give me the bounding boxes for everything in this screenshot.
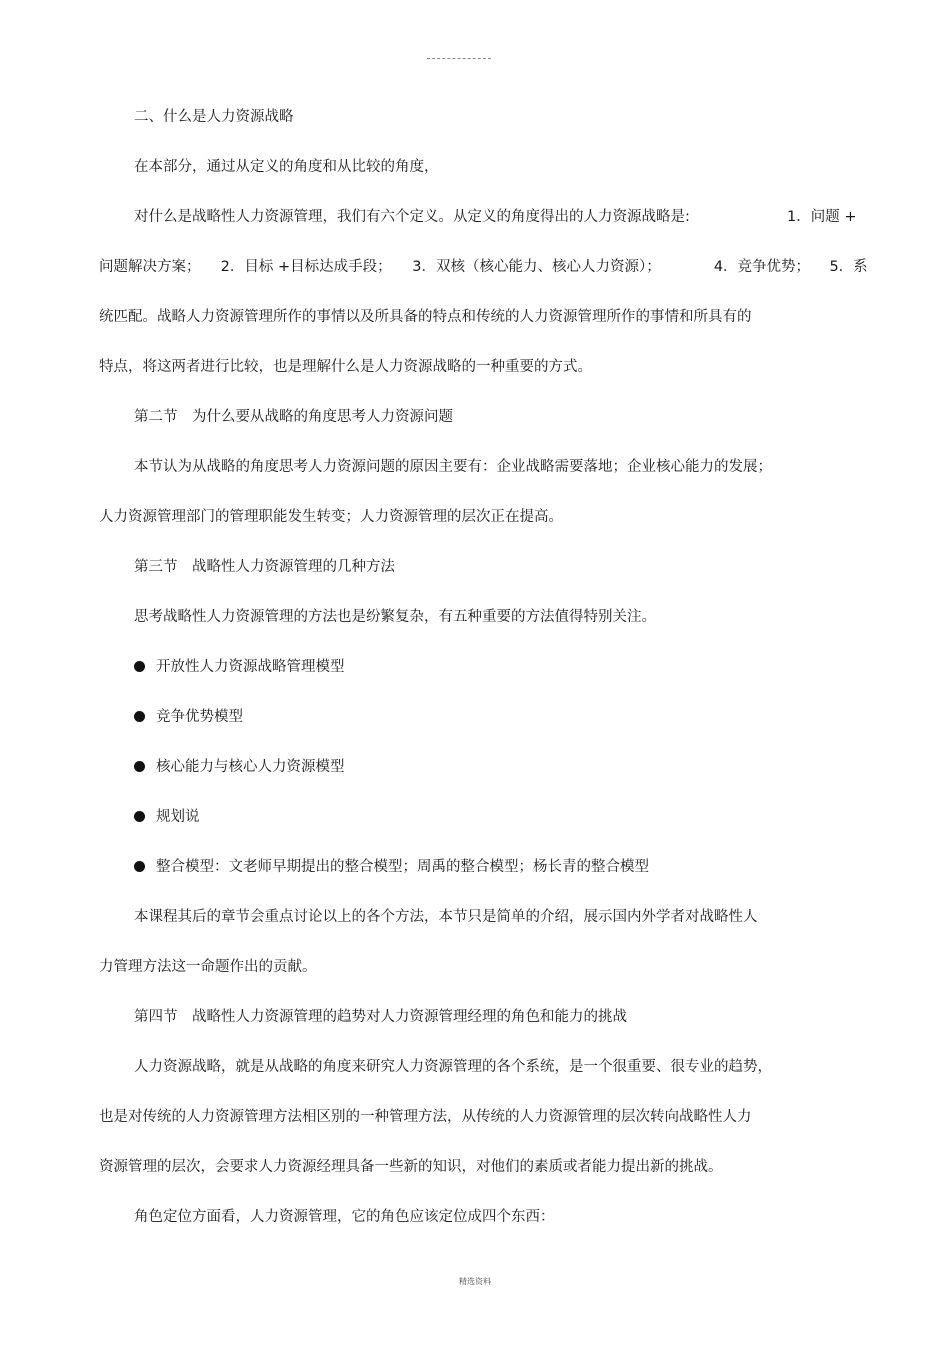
bullet-text: 核心能力与核心人力资源模型	[156, 759, 345, 775]
paragraph-line: 对什么是战略性人力资源管理，我们有六个定义。从定义的角度得出的人力资源战略是:	[134, 209, 690, 225]
paragraph-line: 人力资源战略，就是从战略的角度来研究人力资源管理的各个系统，是一个很重要、很专业的趋势，	[134, 1059, 772, 1075]
bullet-text: 整合模型：文老师早期提出的整合模型；周禹的整合模型；杨长青的整合模型	[156, 859, 649, 875]
paragraph-line: 资源管理的层次，会要求人力资源经理具备一些新的知识，对他们的素质或者能力提出新的挑战。	[99, 1159, 723, 1175]
section-heading: 第三节 战略性人力资源管理的几种方法	[134, 559, 395, 575]
bullet-item	[134, 654, 345, 680]
paragraph-line: 力管理方法这一命题作出的贡献。	[99, 959, 317, 975]
paragraph-line: 思考战略性人力资源管理的方法也是纷繁复杂，有五种重要的方法值得特别关注。	[134, 609, 656, 625]
paragraph-line: 角色定位方面看，人力资源管理，它的角色应该定位成四个东西：	[134, 1209, 555, 1225]
paragraph-line: 本节认为从战略的角度思考人力资源问题的原因主要有：企业战略需要落地；企业核心能力的发展；	[134, 459, 772, 475]
bullet-dot-icon	[134, 661, 145, 672]
inline-item: 4．竞争优势；	[713, 259, 811, 275]
bullet-item	[134, 754, 345, 780]
inline-item: 5．系	[829, 259, 868, 275]
bullet-dot-icon	[134, 711, 145, 722]
header-rule	[427, 58, 491, 59]
paragraph-line: 本课程其后的章节会重点讨论以上的各个方法，本节只是简单的介绍，展示国内外学者对战略性人	[134, 909, 758, 925]
bullet-text: 规划说	[156, 809, 200, 825]
paragraph-line: 在本部分，通过从定义的角度和从比较的角度，	[134, 159, 439, 175]
inline-item: 3．双核（核心能力、核心人力资源）；	[412, 259, 661, 275]
inline-item: 问题解决方案；	[99, 259, 201, 275]
page-footer: 精选资料	[459, 1277, 491, 1286]
bullet-dot-icon	[134, 811, 145, 822]
inline-item: 2．目标 +目标达成手段；	[220, 259, 392, 275]
section-heading: 第二节 为什么要从战略的角度思考人力资源问题	[134, 409, 453, 425]
section-heading: 第四节 战略性人力资源管理的趋势对人力资源管理经理的角色和能力的挑战	[134, 1009, 627, 1025]
paragraph-line	[99, 254, 868, 280]
bullet-item	[134, 854, 649, 880]
list-number-item: 1．问题 +	[787, 209, 857, 225]
bullet-dot-icon	[134, 861, 145, 872]
section-heading: 二、什么是人力资源战略	[134, 109, 294, 125]
paragraph-line: 特点，将这两者进行比较，也是理解什么是人力资源战略的一种重要的方式。	[99, 359, 592, 375]
paragraph-line: 也是对传统的人力资源管理方法相区别的一种管理方法，从传统的人力资源管理的层次转向战略性人力	[99, 1109, 752, 1125]
bullet-text: 开放性人力资源战略管理模型	[156, 659, 345, 675]
paragraph-line: 人力资源管理部门的管理职能发生转变；人力资源管理的层次正在提高。	[99, 509, 563, 525]
paragraph-line: 统匹配。战略人力资源管理所作的事情以及所具备的特点和传统的人力资源管理所作的事情和所具有的	[99, 309, 752, 325]
bullet-item	[134, 704, 243, 730]
bullet-item	[134, 804, 200, 830]
bullet-text: 竞争优势模型	[156, 709, 243, 725]
bullet-dot-icon	[134, 761, 145, 772]
